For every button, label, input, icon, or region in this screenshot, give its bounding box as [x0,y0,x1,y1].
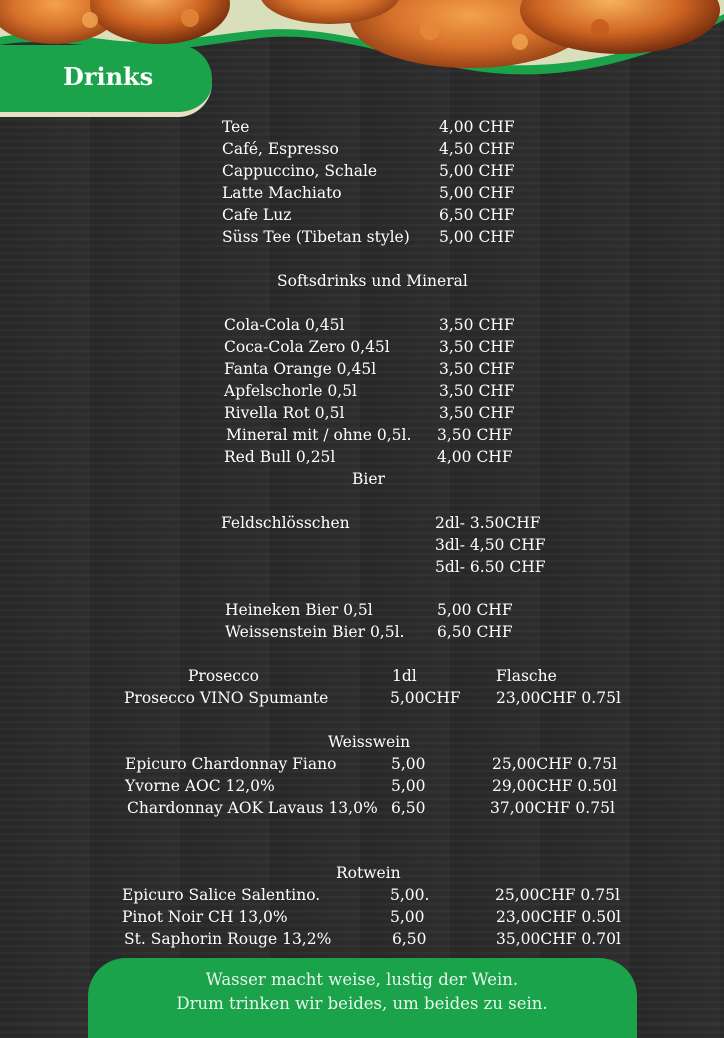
menu-item-price: 6,50 CHF [439,206,515,224]
menu-item-name: Coca-Cola Zero 0,45l [224,338,390,356]
menu-item-name: Cola-Cola 0,45l [224,316,345,334]
section-heading-white-wine: Weisswein [328,733,411,751]
menu-item-name: Süss Tee (Tibetan style) [222,228,410,246]
menu-item-name: Weissenstein Bier 0,5l. [225,623,405,641]
menu-item-bottle-price: 35,00CHF 0.70l [496,930,621,948]
menu-item-name: Feldschlösschen [221,514,350,532]
menu-item-price: 5,00 CHF [439,162,515,180]
menu-item-name: Epicuro Chardonnay Fiano [125,755,337,773]
menu-item-name: Cappuccino, Schale [222,162,378,180]
column-header-glass: 1dl [392,667,417,685]
menu-item-price: 3,50 CHF [439,404,515,422]
menu-item-price: 2dl- 3.50CHF [435,514,541,532]
menu-item-glass-price: 5,00 [391,777,426,795]
menu-item-price: 6,50 CHF [437,623,513,641]
menu-item-name: Prosecco VINO Spumante [124,689,329,707]
menu-item-name: Red Bull 0,25l [224,448,336,466]
menu-item-name: Yvorne AOC 12,0% [125,777,275,795]
footer-quote-line-2: Drum trinken wir beides, um beides zu sein. [176,994,548,1013]
menu-item-glass-price: 6,50 [391,799,426,817]
section-heading-softdrinks: Softsdrinks und Mineral [277,272,468,290]
menu-item-name: Heineken Bier 0,5l [225,601,373,619]
menu-item-price: 3,50 CHF [439,316,515,334]
menu-item-price: 5,00 CHF [439,184,515,202]
menu-item-bottle-price: 23,00CHF 0.75l [496,689,621,707]
menu-item-glass-price: 5,00 [391,755,426,773]
menu-item-name: Cafe Luz [222,206,292,224]
footer-quote-line-1: Wasser macht weise, lustig der Wein. [205,970,519,989]
menu-item-bottle-price: 23,00CHF 0.50l [496,908,621,926]
menu-item-price: 3,50 CHF [437,426,513,444]
menu-item-price: 4,00 CHF [437,448,513,466]
menu-item-name: Tee [222,118,250,136]
menu-item-glass-price: 5,00 [390,908,425,926]
menu-item-name: St. Saphorin Rouge 13,2% [124,930,332,948]
menu-item-name: Latte Machiato [222,184,342,202]
menu-item-bottle-price: 25,00CHF 0.75l [495,886,620,904]
page-title: Drinks [63,62,154,91]
menu-item-name: Mineral mit / ohne 0,5l. [226,426,412,444]
menu-item-glass-price: 5,00CHF [390,689,461,707]
menu-item-price: 5,00 CHF [437,601,513,619]
menu-item-price: 3dl- 4,50 CHF [435,536,546,554]
menu-item-name: Epicuro Salice Salentino. [122,886,321,904]
menu-item-price: 5,00 CHF [439,228,515,246]
section-heading-red-wine: Rotwein [336,864,401,882]
section-heading-prosecco: Prosecco [188,667,259,685]
menu-item-price: 3,50 CHF [439,360,515,378]
menu-item-price: 4,50 CHF [439,140,515,158]
menu-item-price: 4,00 CHF [439,118,515,136]
section-heading-beer: Bier [352,470,385,488]
menu-item-name: Café, Espresso [222,140,339,158]
menu-item-price: 3,50 CHF [439,382,515,400]
column-header-bottle: Flasche [496,667,557,685]
menu-item-name: Apfelschorle 0,5l [224,382,358,400]
menu-item-name: Rivella Rot 0,5l [224,404,345,422]
menu-item-bottle-price: 29,00CHF 0.50l [492,777,617,795]
menu-item-bottle-price: 37,00CHF 0.75l [490,799,615,817]
menu-item-name: Fanta Orange 0,45l [224,360,377,378]
menu-item-name: Chardonnay AOK Lavaus 13,0% [127,799,378,817]
menu-item-price: 5dl- 6.50 CHF [435,558,546,576]
menu-item-glass-price: 5,00. [390,886,430,904]
menu-item-bottle-price: 25,00CHF 0.75l [492,755,617,773]
menu-item-name: Pinot Noir CH 13,0% [122,908,288,926]
menu-item-glass-price: 6,50 [392,930,427,948]
menu-item-price: 3,50 CHF [439,338,515,356]
